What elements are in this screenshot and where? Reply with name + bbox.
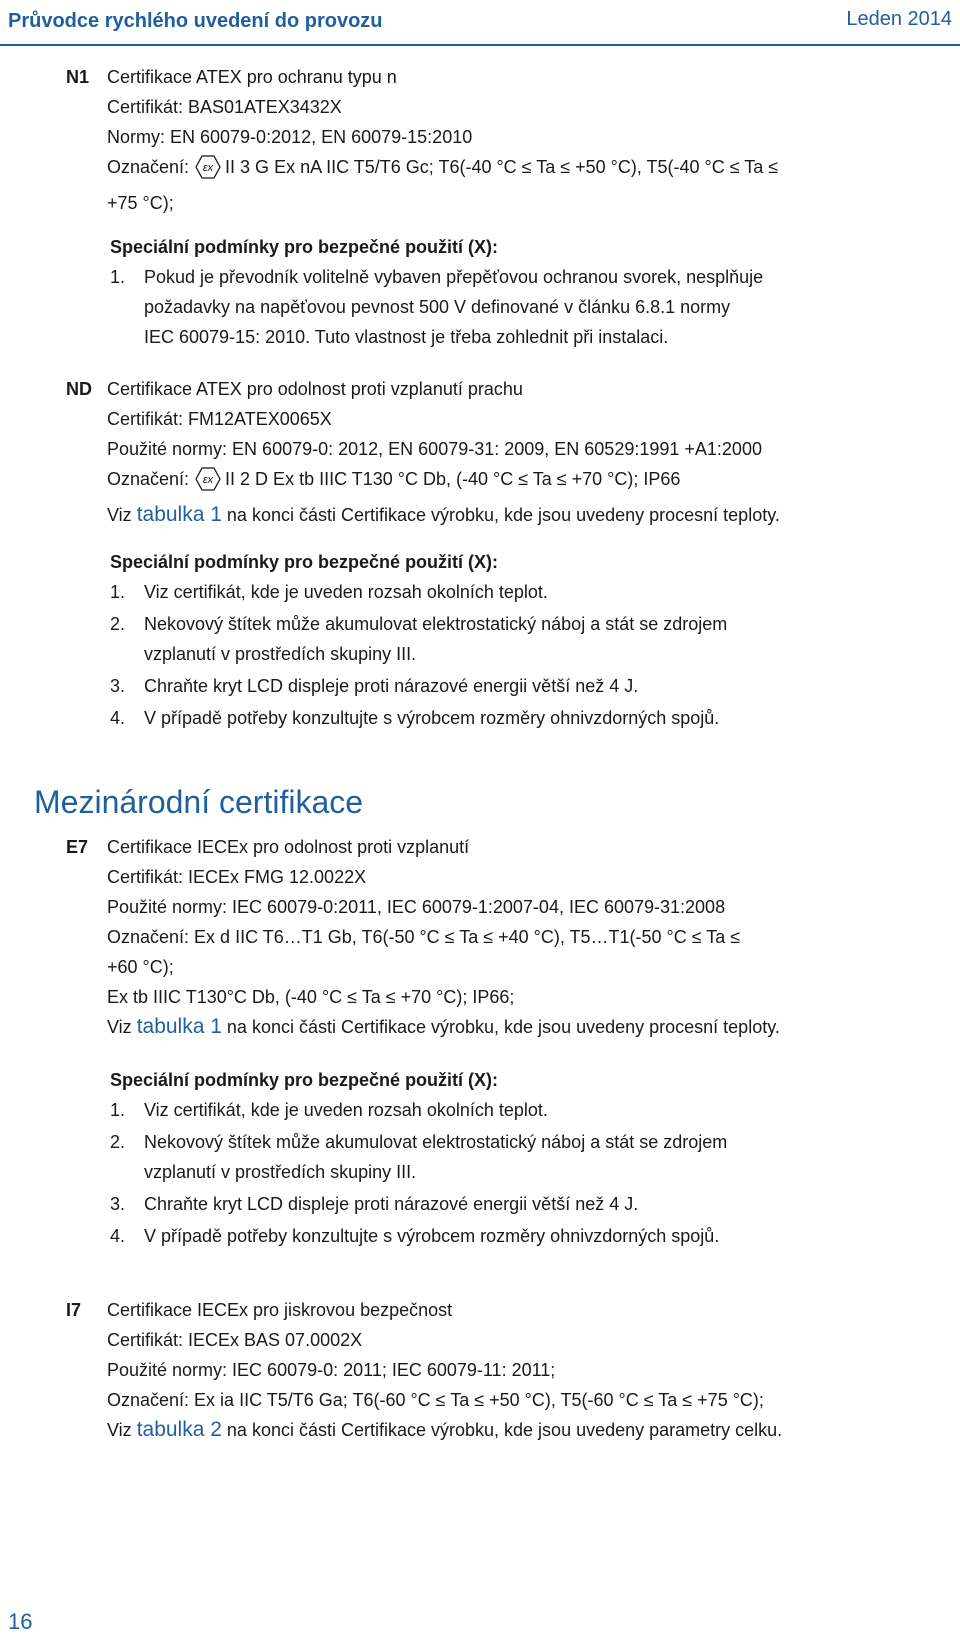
table-reference [107, 1012, 957, 1042]
condition-number: 1. [110, 582, 126, 602]
condition-number: 1. [110, 1100, 126, 1120]
ex-hexagon-icon [195, 467, 221, 500]
cert-code: E7 [66, 837, 89, 857]
condition-line: Viz certifikát, kde je uveden rozsah okolních teplot. [144, 582, 548, 602]
table-2-link[interactable]: tabulka 2 [136, 1418, 222, 1441]
ref-prefix: Viz [107, 1017, 137, 1037]
cert-name: Certifikace IECEx pro jiskrovou bezpečnost [107, 1300, 453, 1320]
condition-line: Viz certifikát, kde je uveden rozsah okolních teplot. [144, 1100, 548, 1120]
cert-marking [107, 152, 957, 188]
condition-line: vzplanutí v prostředích skupiny III. [144, 644, 417, 664]
cert-code: N1 [66, 67, 90, 87]
ref-suffix: na konci části Certifikace výrobku, kde jsou uvedeny parametry celku. [221, 1420, 783, 1440]
cert-marking-cont: +60 °C); [107, 957, 174, 977]
condition-text [144, 1127, 944, 1187]
table-1-link[interactable]: tabulka 1 [136, 503, 222, 526]
cert-marking: Označení: Ex ia IIC T5/T6 Ga; T6(-60 °C ≤ Ta ≤ +50 °C), T5(-60 °C ≤ Ta ≤ +75 °C); [107, 1390, 764, 1410]
cert-standards: Použité normy: IEC 60079-0: 2011; IEC 60079-11: 2011; [107, 1360, 556, 1380]
header-rule [0, 44, 960, 46]
condition-text [144, 1189, 944, 1219]
cert-marking-cont: +75 °C); [107, 193, 174, 213]
cert-standards: Použité normy: EN 60079-0: 2012, EN 60079-31: 2009, EN 60529:1991 +A1:2000 [107, 439, 762, 459]
condition-number: 4. [110, 1226, 126, 1246]
cert-name: Certifikace IECEx pro odolnost proti vzplanutí [107, 837, 470, 857]
svg-text:εx: εx [202, 162, 214, 174]
condition-line: Nekovový štítek může akumulovat elektrostatický náboj a stát se zdrojem [144, 614, 728, 634]
cert-body [107, 832, 957, 1042]
cert-number: Certifikát: IECEx FMG 12.0022X [107, 867, 367, 887]
section-title: Mezinárodní certifikace [34, 784, 364, 820]
condition-line: Nekovový štítek může akumulovat elektrostatický náboj a stát se zdrojem [144, 1132, 728, 1152]
condition-line: Pokud je převodník volitelně vybaven přepěťovou ochranou svorek, nesplňuje [144, 267, 764, 287]
condition-number: 3. [110, 676, 126, 696]
ex-hexagon-icon [195, 155, 221, 188]
condition-text [144, 1095, 944, 1125]
ref-suffix: na konci části Certifikace výrobku, kde jsou uvedeny procesní teploty. [221, 505, 780, 525]
cert-name: Certifikace ATEX pro ochranu typu n [107, 67, 397, 87]
cert-code: ND [66, 379, 92, 399]
marking-label: Označení: [107, 157, 190, 177]
table-reference [107, 500, 957, 530]
condition-line: Chraňte kryt LCD displeje proti nárazové energii větší než 4 J. [144, 676, 639, 696]
svg-text:εx: εx [202, 474, 214, 486]
document-date: Leden 2014 [846, 8, 952, 30]
condition-number: 4. [110, 708, 126, 728]
cert-number: Certifikát: FM12ATEX0065X [107, 409, 332, 429]
ref-prefix: Viz [107, 1420, 137, 1440]
condition-line: V případě potřeby konzultujte s výrobcem rozměry ohnivzdorných spojů. [144, 708, 720, 728]
condition-line: V případě potřeby konzultujte s výrobcem rozměry ohnivzdorných spojů. [144, 1226, 720, 1246]
condition-line: Chraňte kryt LCD displeje proti nárazové energii větší než 4 J. [144, 1194, 639, 1214]
cert-number: Certifikát: BAS01ATEX3432X [107, 97, 342, 117]
table-1-link[interactable]: tabulka 1 [136, 1015, 222, 1038]
cert-marking-dust: Ex tb IIIC T130°C Db, (-40 °C ≤ Ta ≤ +70 °C); IP66; [107, 987, 515, 1007]
condition-line: vzplanutí v prostředích skupiny III. [144, 1162, 417, 1182]
condition-text [144, 703, 944, 733]
special-conditions-title: Speciální podmínky pro bezpečné použití (X): [110, 552, 499, 572]
condition-line: IEC 60079-15: 2010. Tuto vlastnost je třeba zohlednit při instalaci. [144, 327, 669, 347]
cert-marking [107, 464, 957, 500]
cert-body [107, 374, 957, 530]
cert-body [107, 1295, 957, 1445]
condition-number: 2. [110, 614, 126, 634]
cert-name: Certifikace ATEX pro odolnost proti vzplanutí prachu [107, 379, 523, 399]
cert-number: Certifikát: IECEx BAS 07.0002X [107, 1330, 363, 1350]
document-title: Průvodce rychlého uvedení do provozu [8, 10, 383, 32]
condition-number: 2. [110, 1132, 126, 1152]
condition-number: 1. [110, 267, 126, 287]
cert-standards: Normy: EN 60079-0:2012, EN 60079-15:2010 [107, 127, 473, 147]
cert-standards: Použité normy: IEC 60079-0:2011, IEC 60079-1:2007-04, IEC 60079-31:2008 [107, 897, 726, 917]
marking-label: Označení: [107, 469, 190, 489]
table-reference [107, 1415, 957, 1445]
condition-text [144, 671, 944, 701]
special-conditions-title: Speciální podmínky pro bezpečné použití (X): [110, 237, 499, 257]
condition-text [144, 262, 944, 352]
page-number: 16 [8, 1609, 33, 1634]
cert-marking: Označení: Ex d IIC T6…T1 Gb, T6(-50 °C ≤ Ta ≤ +40 °C), T5…T1(-50 °C ≤ Ta ≤ [107, 927, 741, 947]
condition-text [144, 577, 944, 607]
ref-prefix: Viz [107, 505, 137, 525]
ref-suffix: na konci části Certifikace výrobku, kde jsou uvedeny procesní teploty. [221, 1017, 780, 1037]
condition-number: 3. [110, 1194, 126, 1214]
condition-line: požadavky na napěťovou pevnost 500 V definované v článku 6.8.1 normy [144, 297, 731, 317]
marking-value: II 3 G Ex nA IIC T5/T6 Gc; T6(-40 °C ≤ Ta ≤ +50 °C), T5(-40 °C ≤ Ta ≤ [225, 157, 779, 177]
cert-code: I7 [66, 1300, 82, 1320]
marking-value: II 2 D Ex tb IIIC T130 °C Db, (-40 °C ≤ Ta ≤ +70 °C); IP66 [225, 469, 681, 489]
condition-text [144, 1221, 944, 1251]
cert-body [107, 62, 957, 218]
special-conditions-title: Speciální podmínky pro bezpečné použití (X): [110, 1070, 499, 1090]
condition-text [144, 609, 944, 669]
